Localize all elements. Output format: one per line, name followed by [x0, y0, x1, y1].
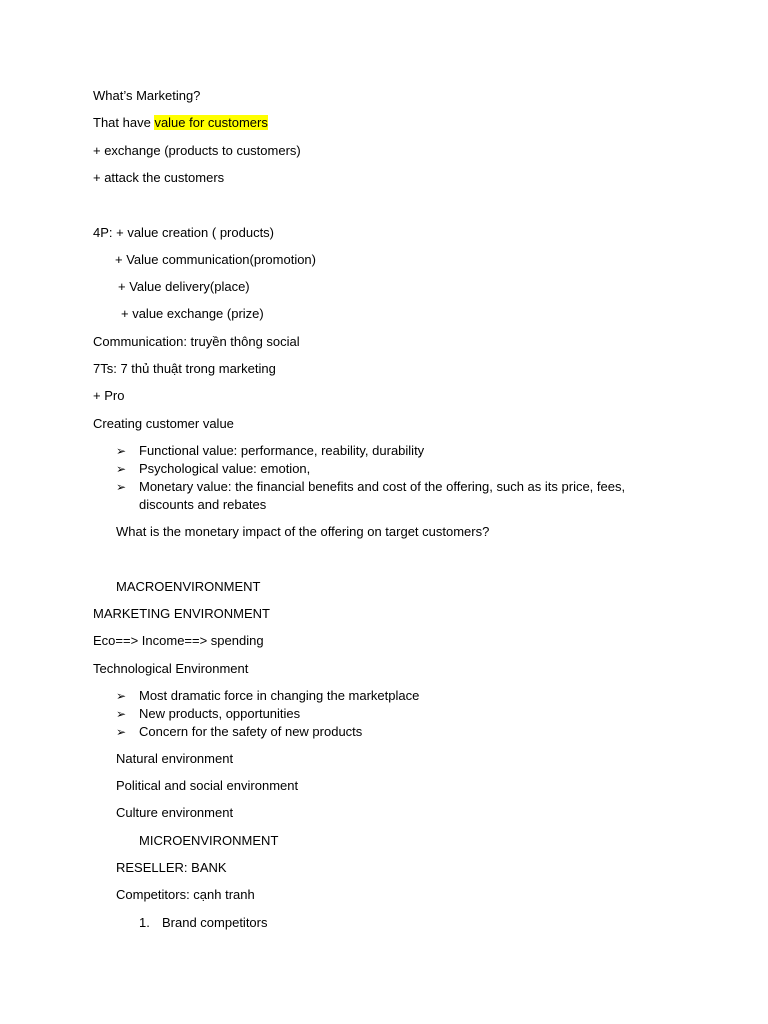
four-p-communication: + Value communication(promotion) [115, 252, 316, 267]
list-item: Concern for the safety of new products [139, 724, 363, 739]
list-number: 1. [139, 915, 150, 930]
exchange-line: + exchange (products to customers) [93, 143, 301, 158]
technological-heading: Technological Environment [93, 661, 249, 676]
list-item: New products, opportunities [139, 706, 301, 721]
culture-environment: Culture environment [116, 805, 234, 820]
value-line-prefix: That have [93, 115, 155, 130]
arrowhead-bullet-icon: ➢ [116, 689, 127, 703]
creating-value-heading: Creating customer value [93, 416, 234, 431]
heading-whats-marketing: What’s Marketing? [93, 88, 201, 103]
list-item: Functional value: performance, reability, durability [139, 443, 425, 458]
seven-ts-note: 7Ts: 7 thủ thuật trong marketing [93, 361, 276, 376]
list-item: Monetary value: the financial benefits and cost of the offering, such as its price, fees, [139, 479, 626, 494]
list-item: Psychological value: emotion, [139, 461, 311, 476]
value-line [93, 115, 268, 131]
arrowhead-bullet-icon: ➢ [116, 707, 127, 721]
list-item: Most dramatic force in changing the marketplace [139, 688, 420, 703]
highlighted-text: value for customers [154, 115, 268, 130]
arrowhead-bullet-icon: ➢ [116, 480, 127, 494]
pro-note: + Pro [93, 388, 125, 403]
marketing-environment-heading: MARKETING ENVIRONMENT [93, 606, 270, 621]
competitors-line: Competitors: cạnh tranh [116, 887, 255, 902]
communication-note: Communication: truyền thông social [93, 334, 300, 349]
microenvironment-heading: MICROENVIRONMENT [139, 833, 279, 848]
macroenvironment-heading: MACROENVIRONMENT [116, 579, 261, 594]
eco-line: Eco==> Income==> spending [93, 633, 264, 648]
reseller-line: RESELLER: BANK [116, 860, 227, 875]
natural-environment: Natural environment [116, 751, 234, 766]
political-environment: Political and social environment [116, 778, 299, 793]
list-item: Brand competitors [162, 915, 268, 930]
four-p-creation: 4P: + value creation ( products) [93, 225, 275, 240]
arrowhead-bullet-icon: ➢ [116, 444, 127, 458]
attack-line: + attack the customers [93, 170, 225, 185]
four-p-delivery: + Value delivery(place) [118, 279, 250, 294]
monetary-question: What is the monetary impact of the offering on target customers? [116, 524, 490, 539]
list-item-continuation: discounts and rebates [139, 497, 267, 512]
four-p-exchange: + value exchange (prize) [121, 306, 264, 321]
arrowhead-bullet-icon: ➢ [116, 725, 127, 739]
arrowhead-bullet-icon: ➢ [116, 462, 127, 476]
